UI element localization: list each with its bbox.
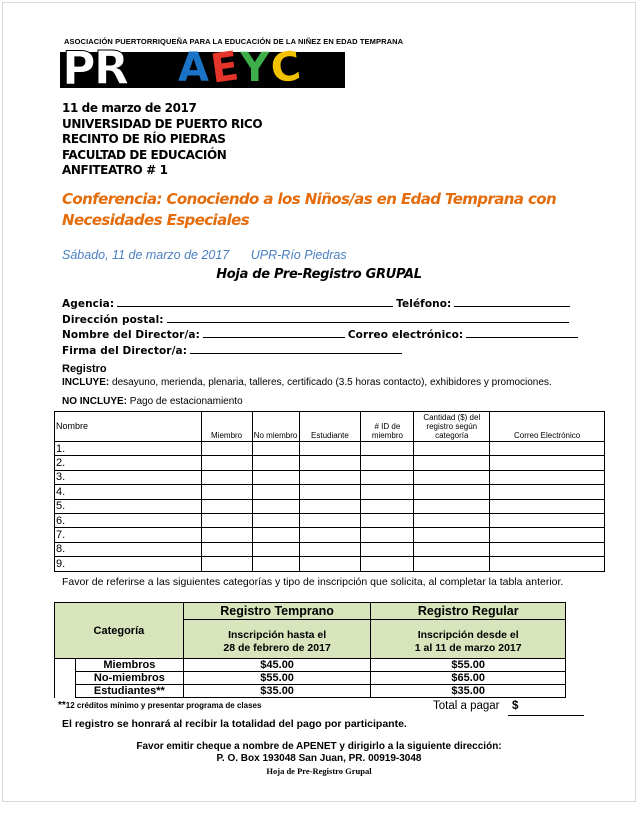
col-nombre: Nombre — [55, 412, 202, 442]
fee-early: $45.00 — [183, 659, 371, 672]
event-address-block — [62, 101, 262, 179]
row-number: 3. — [55, 470, 202, 484]
col-id-miembro: # ID de miembro — [361, 412, 414, 442]
signature-label: Firma del Director/a: — [62, 344, 187, 357]
row-number: 4. — [55, 485, 202, 499]
registration-heading: Registro — [62, 363, 107, 375]
table-cell[interactable] — [299, 542, 361, 556]
table-cell[interactable] — [299, 557, 361, 571]
row-number: 2. — [55, 456, 202, 470]
col-miembro: Miembro — [201, 412, 252, 442]
table-cell[interactable] — [414, 528, 490, 542]
regular-header: Registro Regular — [371, 603, 566, 620]
table-cell[interactable] — [414, 470, 490, 484]
table-cell[interactable] — [201, 557, 252, 571]
table-cell[interactable] — [252, 442, 299, 456]
table-cell[interactable] — [201, 470, 252, 484]
table-cell[interactable] — [361, 557, 414, 571]
row-number: 6. — [55, 513, 202, 527]
col-no-miembro: No miembro — [252, 412, 299, 442]
page-footer: Hoja de Pre-Registro Grupal — [266, 766, 372, 776]
total-field[interactable] — [508, 715, 584, 716]
table-cell[interactable] — [414, 557, 490, 571]
director-field[interactable] — [203, 328, 345, 338]
fee-regular: $55.00 — [371, 659, 566, 672]
table-cell[interactable] — [361, 470, 414, 484]
event-venue: ANFITEATRO # 1 — [62, 163, 168, 177]
fee-early: $35.00 — [183, 685, 371, 698]
table-row — [55, 528, 605, 542]
excludes-text: Pago de estacionamiento — [129, 396, 243, 407]
table-cell[interactable] — [361, 528, 414, 542]
postal-label: Dirección postal: — [62, 313, 164, 326]
table-cell[interactable] — [299, 456, 361, 470]
table-cell[interactable] — [252, 557, 299, 571]
table-cell[interactable] — [252, 542, 299, 556]
table-cell[interactable] — [490, 557, 605, 571]
form-title: Hoja de Pre-Registro GRUPAL — [216, 267, 422, 282]
phone-field[interactable] — [454, 297, 570, 307]
table-cell[interactable] — [252, 470, 299, 484]
event-campus: RECINTO DE RÍO PIEDRAS — [62, 132, 226, 146]
honor-note: El registro se honrará al recibir la totalidad del pago por participante. — [62, 718, 407, 730]
credits-stars: ** — [58, 700, 66, 711]
fee-row-spacer — [55, 659, 76, 698]
early-header: Registro Temprano — [183, 603, 371, 620]
table-cell[interactable] — [490, 442, 605, 456]
table-cell[interactable] — [490, 499, 605, 513]
table-cell[interactable] — [361, 442, 414, 456]
schedule-date: Sábado, 11 de marzo de 2017 — [62, 248, 230, 262]
table-row — [55, 557, 605, 571]
email-label: Correo electrónico: — [347, 329, 464, 341]
row-number: 8. — [55, 542, 202, 556]
col-correo: Correo Electrónico — [490, 412, 605, 442]
refer-note: Favor de referirse a las siguientes categorías y tipo de inscripción que solicita, al completar la tabla anterior. — [62, 576, 564, 588]
table-cell[interactable] — [490, 470, 605, 484]
cheque-note: Favor emitir cheque a nombre de APENET y dirigirlo a la siguiente dirección: — [136, 741, 502, 752]
table-cell[interactable] — [414, 442, 490, 456]
table-cell[interactable] — [201, 442, 252, 456]
table-cell[interactable] — [252, 456, 299, 470]
fee-category: No-miembros — [75, 672, 183, 685]
table-cell[interactable] — [490, 513, 605, 527]
col-estudiante: Estudiante — [299, 412, 361, 442]
fees-table — [54, 602, 566, 698]
table-cell[interactable] — [299, 470, 361, 484]
early-subheader — [183, 620, 371, 659]
includes-text: desayuno, merienda, plenaria, talleres, certificado (3.5 horas contacto), exhibidores y promociones. — [112, 377, 552, 388]
logo-letter: Y — [240, 45, 270, 91]
regular-sub-2: 1 al 11 de marzo 2017 — [414, 642, 522, 654]
row-number: 9. — [55, 557, 202, 571]
fee-row — [55, 685, 566, 698]
credits-note — [58, 700, 261, 711]
early-sub-2: 28 de febrero de 2017 — [223, 642, 331, 654]
director-row — [62, 328, 582, 344]
attendee-table-header — [55, 412, 605, 442]
table-cell[interactable] — [252, 528, 299, 542]
table-row — [55, 470, 605, 484]
table-cell[interactable] — [414, 542, 490, 556]
credits-text: 12 créditos mínimo y presentar programa de clases — [65, 701, 262, 710]
event-date: 11 de marzo de 2017 — [62, 101, 197, 115]
fee-early: $55.00 — [183, 672, 371, 685]
table-cell[interactable] — [361, 456, 414, 470]
logo-letter: A — [178, 45, 209, 91]
table-cell[interactable] — [299, 442, 361, 456]
logo-letter: E — [207, 43, 242, 93]
table-cell[interactable] — [490, 456, 605, 470]
signature-field[interactable] — [190, 344, 402, 354]
postal-row — [62, 313, 582, 329]
row-number: 1. — [55, 442, 202, 456]
schedule-location: UPR-Río Piedras — [250, 248, 347, 262]
table-cell[interactable] — [201, 528, 252, 542]
fee-row — [55, 659, 566, 672]
table-cell[interactable] — [252, 513, 299, 527]
contact-fields — [62, 297, 582, 359]
table-cell[interactable] — [361, 513, 414, 527]
total-label: Total a pagar — [433, 700, 500, 712]
director-label: Nombre del Director/a: — [62, 329, 200, 341]
includes-line — [62, 377, 552, 388]
agency-field[interactable] — [117, 297, 393, 307]
table-cell[interactable] — [201, 485, 252, 499]
postal-field[interactable] — [167, 313, 569, 323]
table-cell[interactable] — [490, 528, 605, 542]
excludes-label: NO INCLUYE: — [62, 396, 127, 407]
signature-row — [62, 344, 582, 360]
praeyc-logo — [60, 41, 345, 95]
excludes-line — [62, 396, 243, 407]
table-cell[interactable] — [490, 542, 605, 556]
logo-pr: PR — [62, 41, 128, 95]
table-row — [55, 456, 605, 470]
fee-category: Miembros — [75, 659, 183, 672]
table-row — [55, 499, 605, 513]
table-row — [55, 485, 605, 499]
table-cell[interactable] — [414, 499, 490, 513]
table-cell[interactable] — [252, 499, 299, 513]
currency-sign: $ — [512, 700, 519, 712]
table-cell[interactable] — [201, 499, 252, 513]
table-cell[interactable] — [414, 456, 490, 470]
phone-label: Teléfono: — [396, 298, 452, 310]
fee-category: Estudiantes** — [75, 685, 183, 698]
table-cell[interactable] — [201, 456, 252, 470]
fee-row — [55, 672, 566, 685]
table-cell[interactable] — [299, 485, 361, 499]
category-header: Categoría — [55, 603, 184, 659]
table-cell[interactable] — [490, 485, 605, 499]
table-cell[interactable] — [299, 513, 361, 527]
row-number: 5. — [55, 499, 202, 513]
conference-title: Conferencia: Conociendo a los Niños/as en Edad Temprana con Necesidades Especiales — [62, 190, 557, 229]
table-cell[interactable] — [201, 542, 252, 556]
table-cell[interactable] — [414, 513, 490, 527]
logo-letter: C — [268, 43, 304, 93]
early-sub-1: Inscripción hasta el — [228, 629, 327, 641]
event-faculty: FACULTAD DE EDUCACIÓN — [62, 147, 227, 162]
fee-regular: $35.00 — [371, 685, 566, 698]
col-cantidad: Cantidad ($) del registro según categoría — [414, 412, 490, 442]
email-field[interactable] — [466, 328, 578, 338]
agency-label: Agencia: — [62, 298, 115, 310]
logo-letters — [178, 43, 304, 93]
table-cell[interactable] — [361, 499, 414, 513]
table-cell[interactable] — [361, 542, 414, 556]
table-cell[interactable] — [201, 513, 252, 527]
table-cell[interactable] — [252, 485, 299, 499]
agency-row — [62, 297, 582, 313]
event-university: UNIVERSIDAD DE PUERTO RICO — [62, 116, 263, 131]
table-cell[interactable] — [299, 499, 361, 513]
row-number: 7. — [55, 528, 202, 542]
attendee-table — [54, 411, 605, 572]
table-cell[interactable] — [299, 528, 361, 542]
table-cell[interactable] — [414, 485, 490, 499]
table-row — [55, 513, 605, 527]
includes-label: INCLUYE: — [62, 377, 110, 388]
schedule-line — [62, 248, 347, 262]
association-name: ASOCIACIÓN PUERTORRIQUEÑA PARA LA EDUCACIÓN DE LA NIÑEZ EN EDAD TEMPRANA — [64, 37, 404, 46]
table-row — [55, 442, 605, 456]
table-row — [55, 542, 605, 556]
regular-subheader — [371, 620, 566, 659]
regular-sub-1: Inscripción desde el — [417, 629, 519, 641]
fee-regular: $65.00 — [371, 672, 566, 685]
table-cell[interactable] — [361, 485, 414, 499]
mailing-address: P. O. Box 193048 San Juan, PR. 00919-3048 — [216, 753, 422, 764]
